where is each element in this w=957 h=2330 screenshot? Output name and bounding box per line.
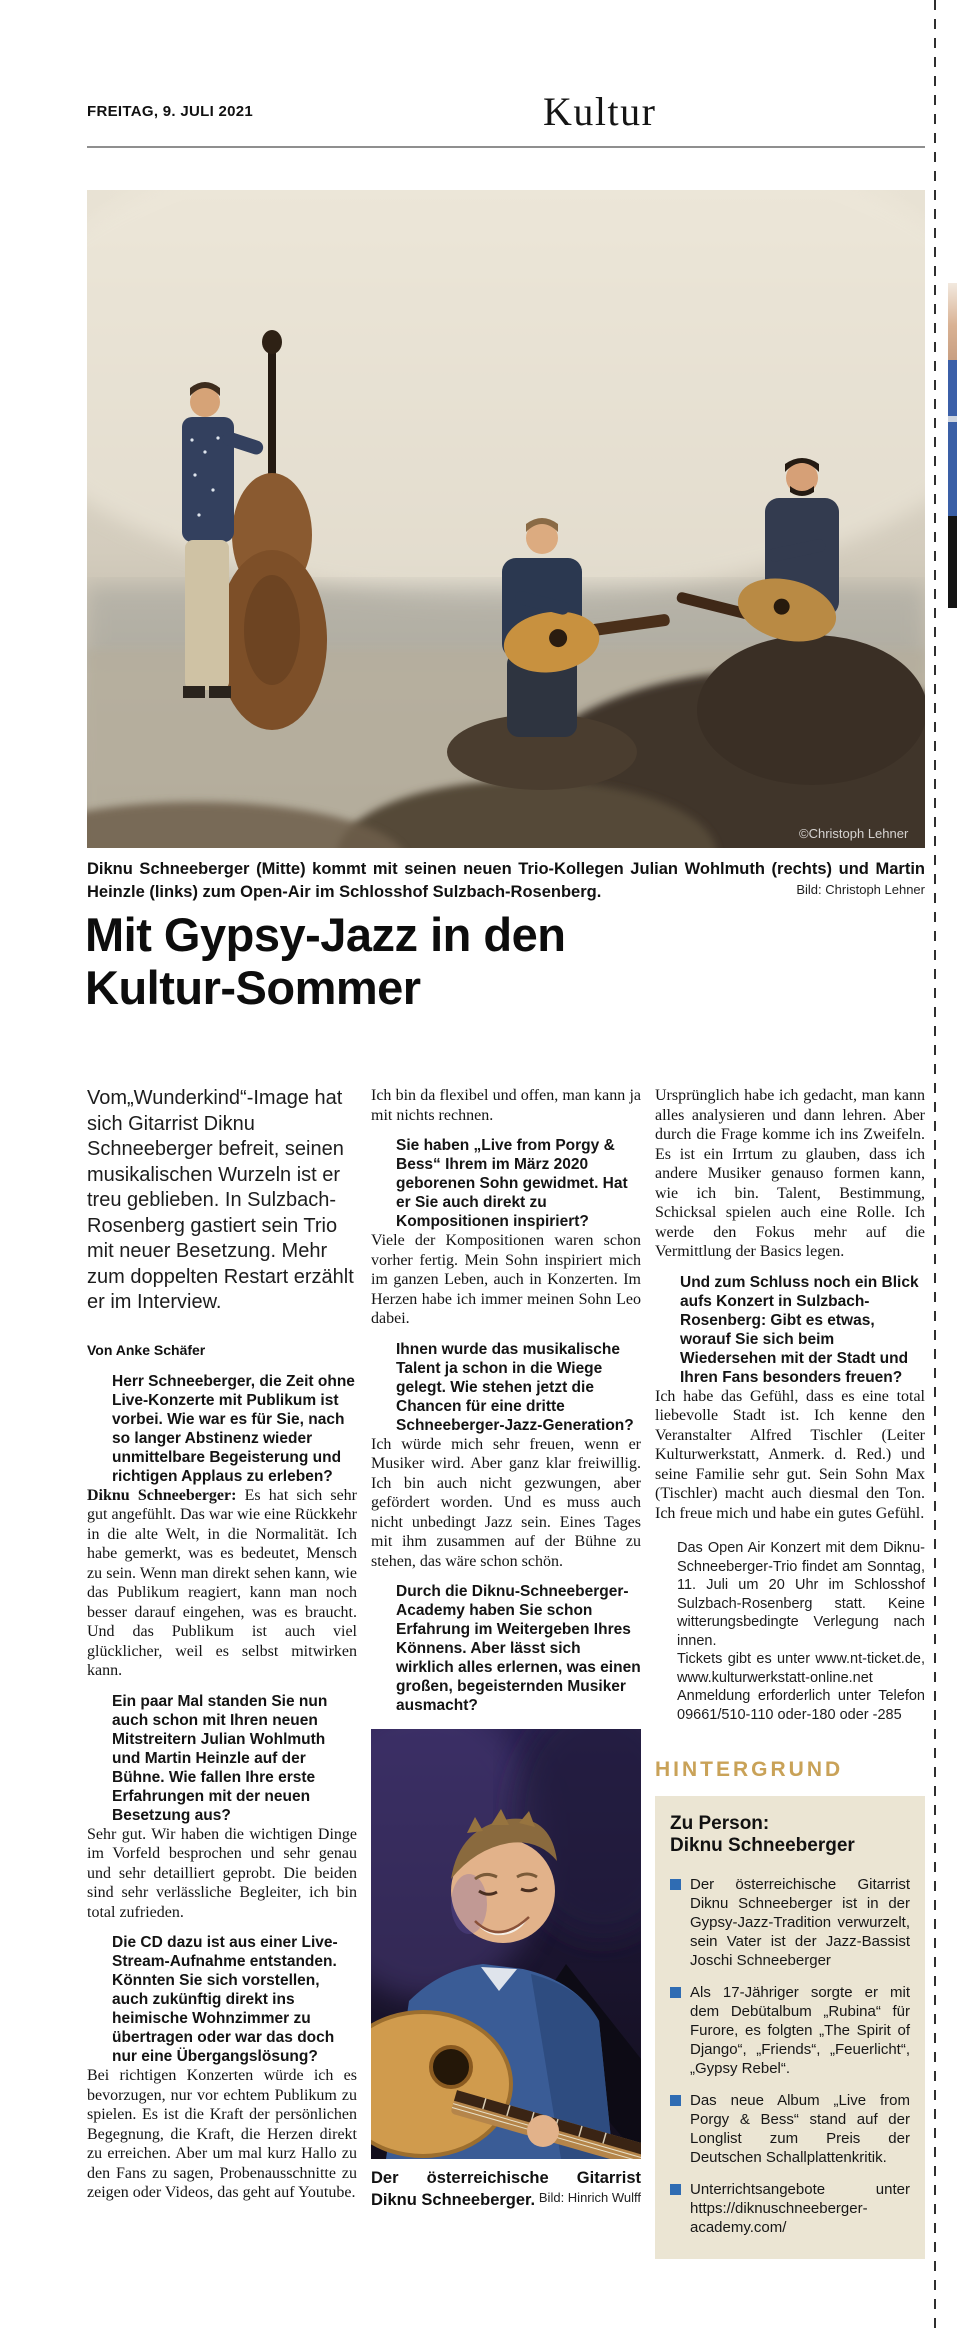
interview-question: Ihnen wurde das musikalische Talent ja schon in die Wiege gelegt. Wie stehen jetzt die Chancen für eine dritte Schneeberger-Jazz-Generation? [396, 1340, 634, 1434]
adjacent-page-fragment [948, 516, 957, 608]
bullet-square-icon [670, 2184, 681, 2195]
header-rule [87, 146, 925, 148]
hero-photo-credit: Bild: Christoph Lehner [796, 882, 925, 897]
byline: Von Anke Schäfer [87, 1341, 206, 1358]
column-2 [371, 1086, 641, 2228]
interview-answer: Ich bin da flexibel und offen, man kann ja mit nichts rechnen. [371, 1087, 641, 1124]
event-info-line: Das Open Air Konzert mit dem Diknu-Schneeberger-Trio findet am Sonntag, 11. Juli um 20 Uhr im Schlosshof Sulzbach-Rosenberg statt. Keine witterungsbedingte Verlegung nach innen. [677, 1540, 925, 1649]
portrait-caption-text: Der österreichische Gitarrist Diknu Schneeberger. [371, 2169, 641, 2209]
bullet-text: Als 17-Jähriger sorgte er mit dem Debütalbum „Rubina“ für Furore, es folgten „The Spirit of Django“, „Friends“, „Feuerlicht“, „Gypsy Rebel“. [690, 1984, 910, 2077]
interview-question: Die CD dazu ist aus einer Live-Stream-Aufnahme entstanden. Könnten Sie sich vorstellen, auch zukünftig direkt ins heimische Wohnzimmer zu übertragen oder war das doch nur eine Übergangslösung? [112, 1934, 338, 2065]
interview-question: Ein paar Mal standen Sie nun auch schon mit Ihren neuen Mitstreitern Julian Wohlmuth und Martin Heinzle auf der Bühne. Wie fallen Ihre erste Erfahrungen mit der neuen Besetzung aus? [112, 1692, 328, 1824]
portrait-photo [371, 1729, 641, 2159]
answer-text: Es hat sich sehr gut angefühlt. Das war wie eine Rückkehr in die alte Welt, in die Normalität. Ich habe gemerkt, was es bedeutet, Mensch zu sein. Wenn man direkt sehen kann, wie das Publikum reagiert, kann man noch besser darauf eingehen, was es braucht. Und das Publikum ist auch viel glücklicher, weil es selbst mitwirken kann. [87, 1486, 357, 1679]
interview-question: Sie haben „Live from Porgy & Bess“ Ihrem im März 2020 geborenen Sohn gewidmet. Hat er Sie auch direkt zu Kompositionen inspiriert? [396, 1137, 628, 1230]
column-3 [655, 1086, 925, 2259]
headline-line-2: Kultur-Sommer [85, 961, 421, 1014]
bullet-text: Der österreichische Gitarrist Diknu Schneeberger ist in der Gypsy-Jazz-Tradition verwurzelt, sein Vater ist der Jazz-Bassist Joschi Schneeberger [690, 1876, 910, 1969]
interview-question: Durch die Diknu-Schneeberger-Academy haben Sie schon Erfahrung im Weitergeben Ihres Könnens. Aber lässt sich wirklich alles erlernen, was einen großen, begeisternden Musiker ausmacht? [396, 1583, 641, 1714]
issue-date: FREITAG, 9. JULI 2021 [87, 103, 254, 120]
interview-answer: Sehr gut. Wir haben die wichtigen Dinge im Vorfeld besprochen und sehr genau und sehr detailliert geprobt. Die beiden sind sehr verlässliche Begleiter, ich bin total zufrieden. [87, 1825, 357, 1921]
zu-person-infobox [655, 1796, 925, 2259]
bullet-text: Unterrichtsangebote unter https://diknuschneeberger-academy.com/ [690, 2181, 910, 2236]
page-crop-dashed-line [934, 0, 936, 2330]
event-info-note [655, 1539, 925, 1724]
infobox-bullet [670, 2091, 910, 2167]
adjacent-page-fragment [948, 360, 957, 416]
interview-question: Und zum Schluss noch ein Blick aufs Konzert in Sulzbach-Rosenberg: Gibt es etwas, worauf Sie sich beim Wiedersehen mit der Stadt und Ihren Fans besonders freuen? [680, 1273, 919, 1386]
speaker-name: Diknu Schneeberger: [87, 1486, 237, 1504]
column-1 [87, 1086, 357, 2203]
interview-answer: Bei richtigen Konzerten würde ich es bevorzugen, nur vor echtem Publikum zu spielen. Es ist die Kraft der persönlichen Begegnung, die Kraft, die Herzen direkt zu erreichen. Aber um mal kurz Hallo zu den Fans zu sagen, Probenausschnitte zu zeigen oder Videos, das geht auf Youtube. [87, 2067, 357, 2201]
infobox-title-line-2: Diknu Schneeberger [670, 1835, 855, 1856]
hintergrund-kicker: HINTERGRUND [655, 1758, 844, 1781]
infobox-title [670, 1813, 910, 1857]
interview-answer: Viele der Kompositionen waren schon vorher fertig. Mein Sohn inspiriert mich im ganzen Leben, auch in Konzerten. Im Herzen habe ich immer meinen Sohn Leo dabei. [371, 1232, 641, 1327]
headline-line-1: Mit Gypsy-Jazz in den [85, 908, 566, 961]
event-info-line: Anmeldung erforderlich unter Telefon 09661/510-110 oder-180 oder -285 [677, 1688, 925, 1723]
bullet-square-icon [670, 2095, 681, 2106]
adjacent-page-fragment [948, 283, 957, 360]
bullet-square-icon [670, 1987, 681, 1998]
infobox-bullet [670, 1875, 910, 1970]
infobox-title-line-1: Zu Person: [670, 1813, 770, 1834]
section-title: Kultur [543, 89, 657, 134]
hero-photo [87, 190, 925, 848]
event-info-line: Tickets gibt es unter www.nt-ticket.de, www.kulturwerkstatt-online.net [677, 1651, 925, 1686]
infobox-bullet [670, 1983, 910, 2078]
article-lead: Vom„Wunderkind“-Image hat sich Gitarrist Diknu Schneeberger befreit, seinen musikalischen Wurzeln ist er treu geblieben. In Sulzbach-Rosenberg gastiert sein Trio mit neuer Besetzung. Mehr zum doppelten Restart erzählt er im Interview. [87, 1087, 354, 1313]
hero-caption [87, 858, 925, 904]
bullet-text: Das neue Album „Live from Porgy & Bess“ stand auf der Longlist zum Preis der Deutschen Schallplattenkritik. [690, 2092, 910, 2166]
portrait-photo-credit: Bild: Hinrich Wulff [538, 2190, 641, 2205]
portrait-caption [371, 2167, 641, 2211]
hero-caption-text: Diknu Schneeberger (Mitte) kommt mit seinen neuen Trio-Kollegen Julian Wohlmuth (rechts) und Martin Heinzle (links) zum Open-Air im Schlosshof Sulzbach-Rosenberg. [87, 860, 925, 901]
interview-answer [87, 1486, 357, 1681]
interview-answer: Ursprünglich habe ich gedacht, man kann alles analysieren und dann lehren. Aber durch die Frage komme ich ins Zweifeln. Es ist ein Irrtum zu glauben, dass ich andere Musiker genauso formen kann, wie ich bin. Talent, Bestimmung, Schicksal spielen auch eine Rolle. Ich werde den Fokus mehr auf die Vermittlung der Basics legen. [655, 1087, 925, 1260]
interview-answer: Ich würde mich sehr freuen, wenn er Musiker wird. Aber ganz klar freiwillig. Ich bin auch nicht gezwungen, aber gefördert worden. Und es muss auch nicht unbedingt Jazz sein. Eines Tages mit ihm zusammen auf der Bühne zu stehen, das wäre schon schön. [371, 1435, 641, 1570]
interview-answer: Ich habe das Gefühl, dass es eine total liebevolle Stadt ist. Ich kenne den Veranstalter Alfred Tischler (Leiter Kulturwerkstatt, Anmerk. d. Red.) und seine Familie sehr gut. Sein Sohn Max (Tischler) macht auch diesmal den Ton. Ich freue mich und habe ein gutes Gefühl. [655, 1387, 925, 1522]
interview-question: Herr Schneeberger, die Zeit ohne Live-Konzerte mit Publikum ist vorbei. Wie war es für Sie, nach so langer Abstinenz wieder unmittelbare Begeisterung und richtigen Applaus zu erleben? [112, 1372, 355, 1485]
photo-watermark: ©Christoph Lehner [799, 826, 909, 841]
infobox-bullet [670, 2180, 910, 2237]
adjacent-page-fragment [948, 422, 957, 516]
article-headline [85, 908, 905, 1014]
bullet-square-icon [670, 1879, 681, 1890]
